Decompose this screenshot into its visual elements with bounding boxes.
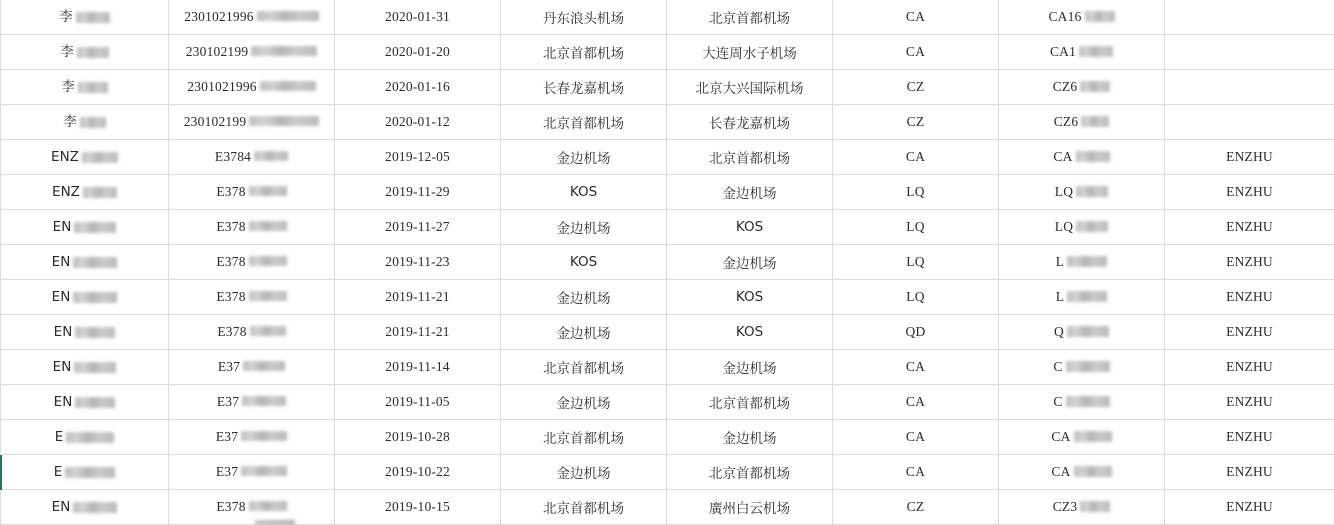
flight-number-text: CZ6 — [1054, 115, 1079, 129]
redaction-block — [260, 81, 316, 91]
cell-record-tag — [1165, 385, 1334, 420]
passenger-name-text: EN — [54, 326, 73, 340]
cell-record-tag — [1165, 245, 1334, 280]
flight-date-text: 2019-10-15 — [385, 499, 450, 515]
cell-departure-airport — [501, 70, 667, 105]
cell-flight-number — [999, 210, 1165, 245]
redaction-block — [1081, 116, 1109, 127]
cell-record-tag — [1165, 420, 1334, 455]
cell-carrier-code — [833, 70, 999, 105]
redaction-block — [257, 11, 319, 21]
cell-arrival-airport — [667, 210, 833, 245]
cell-carrier-code — [833, 175, 999, 210]
redaction-block — [1067, 326, 1109, 337]
cell-carrier-code — [833, 350, 999, 385]
cell-flight-date — [335, 420, 501, 455]
table-row[interactable] — [1, 280, 1334, 315]
table-body — [1, 0, 1334, 525]
redaction-block — [1067, 256, 1107, 267]
cell-flight-date — [335, 455, 501, 490]
arrival-airport-text: 金边机场 — [723, 182, 777, 202]
cell-arrival-airport — [667, 175, 833, 210]
cell-carrier-code — [833, 280, 999, 315]
cell-passenger-name — [1, 70, 169, 105]
redaction-block — [1079, 46, 1113, 57]
departure-airport-text: 北京首都机场 — [543, 427, 624, 447]
cell-flight-date — [335, 385, 501, 420]
redaction-block — [1067, 291, 1107, 302]
cell-id-number — [169, 105, 335, 140]
flight-number-text: L — [1056, 290, 1064, 304]
cell-flight-number — [999, 245, 1165, 280]
flight-date-text: 2019-11-05 — [385, 394, 450, 410]
flight-date-text: 2019-11-23 — [385, 254, 450, 270]
cell-passenger-name — [1, 280, 169, 315]
passenger-name-text: 李 — [59, 11, 73, 25]
carrier-code-text: CA — [906, 44, 925, 60]
redaction-block — [241, 431, 287, 441]
cell-carrier-code — [833, 490, 999, 525]
cell-flight-date — [335, 140, 501, 175]
departure-airport-text: 丹东浪头机场 — [543, 7, 624, 27]
cell-flight-number — [999, 420, 1165, 455]
cell-departure-airport — [501, 490, 667, 525]
cell-flight-date — [335, 175, 501, 210]
cell-flight-date — [335, 210, 501, 245]
cell-departure-airport — [501, 245, 667, 280]
flight-number-text: CZ6 — [1053, 80, 1078, 94]
record-tag-text: ENZHU — [1226, 324, 1273, 340]
redaction-block — [76, 12, 110, 23]
cell-arrival-airport — [667, 140, 833, 175]
cell-record-tag — [1165, 175, 1334, 210]
table-row[interactable] — [1, 0, 1334, 35]
id-number-text: E378 — [216, 500, 245, 514]
redaction-block — [78, 82, 108, 93]
cell-passenger-name — [1, 385, 169, 420]
cell-departure-airport — [501, 420, 667, 455]
carrier-code-text: QD — [906, 324, 926, 340]
redaction-block — [66, 432, 114, 443]
arrival-airport-text: 北京首都机场 — [709, 462, 790, 482]
cell-carrier-code — [833, 140, 999, 175]
cell-id-number — [169, 70, 335, 105]
id-number-text: E37 — [216, 430, 238, 444]
cell-id-number — [169, 490, 335, 525]
passenger-name-text: EN — [53, 221, 72, 235]
passenger-name-text: EN — [52, 501, 71, 515]
flight-number-text: L — [1056, 255, 1064, 269]
cell-record-tag — [1165, 0, 1334, 35]
carrier-code-text: CA — [906, 149, 925, 165]
id-number-text: E37 — [218, 360, 240, 374]
cell-arrival-airport — [667, 490, 833, 525]
cell-flight-number — [999, 35, 1165, 70]
departure-airport-text: 金边机场 — [557, 147, 611, 167]
redaction-block — [1076, 221, 1108, 232]
arrival-airport-text: KOS — [736, 219, 763, 235]
redaction-block — [249, 291, 287, 301]
departure-airport-text: KOS — [570, 254, 597, 270]
flight-date-text: 2020-01-31 — [385, 9, 450, 25]
cell-departure-airport — [501, 140, 667, 175]
redaction-block — [249, 186, 287, 196]
cell-flight-number — [999, 315, 1165, 350]
departure-airport-text: 金边机场 — [557, 217, 611, 237]
cell-id-number — [169, 280, 335, 315]
cell-departure-airport — [501, 350, 667, 385]
record-tag-text: ENZHU — [1226, 464, 1273, 480]
arrival-airport-text: 廣州白云机场 — [709, 497, 790, 517]
passenger-name-text: E — [54, 466, 63, 480]
cell-departure-airport — [501, 0, 667, 35]
record-tag-text: ENZHU — [1226, 289, 1273, 305]
redaction-block — [82, 152, 118, 163]
flight-date-text: 2019-12-05 — [385, 149, 450, 165]
cell-flight-date — [335, 70, 501, 105]
table-row[interactable] — [1, 455, 1334, 490]
redaction-block — [251, 46, 317, 56]
carrier-code-text: CA — [906, 429, 925, 445]
table-row[interactable] — [1, 245, 1334, 280]
flight-number-text: LQ — [1055, 220, 1073, 234]
redaction-block — [77, 47, 109, 58]
cell-record-tag — [1165, 210, 1334, 245]
carrier-code-text: LQ — [906, 219, 924, 235]
cell-record-tag — [1165, 105, 1334, 140]
cell-flight-date — [335, 35, 501, 70]
flight-date-text: 2019-10-28 — [385, 429, 450, 445]
cell-record-tag — [1165, 315, 1334, 350]
redaction-block — [73, 292, 117, 303]
id-number-text: E378 — [216, 220, 245, 234]
cell-flight-number — [999, 105, 1165, 140]
carrier-code-text: CA — [906, 359, 925, 375]
redaction-block — [73, 502, 117, 513]
flight-date-text: 2020-01-20 — [385, 44, 450, 60]
departure-airport-text: 长春龙嘉机场 — [543, 77, 624, 97]
flight-number-text: CA — [1053, 150, 1072, 164]
flight-date-text: 2019-11-27 — [385, 219, 450, 235]
cell-id-number — [169, 140, 335, 175]
table-row[interactable] — [1, 105, 1334, 140]
cell-passenger-name — [1, 140, 169, 175]
cell-flight-date — [335, 245, 501, 280]
row-selection-accent — [0, 455, 2, 490]
table-row[interactable] — [1, 490, 1334, 525]
cell-flight-date — [335, 350, 501, 385]
cell-arrival-airport — [667, 0, 833, 35]
record-tag-text: ENZHU — [1226, 254, 1273, 270]
partial-row-redaction — [255, 520, 295, 525]
departure-airport-text: 北京首都机场 — [543, 42, 624, 62]
redaction-block — [242, 396, 286, 406]
cell-arrival-airport — [667, 350, 833, 385]
cell-passenger-name — [1, 420, 169, 455]
cell-arrival-airport — [667, 420, 833, 455]
cell-passenger-name — [1, 210, 169, 245]
cell-passenger-name — [1, 0, 169, 35]
cell-departure-airport — [501, 455, 667, 490]
cell-flight-date — [335, 280, 501, 315]
redaction-block — [241, 466, 287, 476]
id-number-text: E3784 — [215, 150, 251, 164]
cell-passenger-name — [1, 350, 169, 385]
redaction-block — [1076, 151, 1110, 162]
flight-number-text: CA — [1051, 465, 1070, 479]
cell-carrier-code — [833, 315, 999, 350]
cell-flight-number — [999, 280, 1165, 315]
cell-arrival-airport — [667, 455, 833, 490]
record-tag-text: ENZHU — [1226, 499, 1273, 515]
redaction-block — [249, 116, 319, 126]
id-number-text: E378 — [216, 255, 245, 269]
departure-airport-text: 北京首都机场 — [543, 497, 624, 517]
cell-departure-airport — [501, 35, 667, 70]
cell-record-tag — [1165, 70, 1334, 105]
redaction-block — [254, 151, 288, 161]
arrival-airport-text: 金边机场 — [723, 357, 777, 377]
arrival-airport-text: 大连周水子机场 — [702, 42, 797, 62]
cell-passenger-name — [1, 35, 169, 70]
passenger-name-text: EN — [53, 361, 72, 375]
id-number-text: E378 — [216, 290, 245, 304]
cell-passenger-name — [1, 315, 169, 350]
arrival-airport-text: 长春龙嘉机场 — [709, 112, 790, 132]
cell-carrier-code — [833, 0, 999, 35]
flight-date-text: 2020-01-16 — [385, 79, 450, 95]
flight-date-text: 2019-11-14 — [385, 359, 450, 375]
record-tag-text: ENZHU — [1226, 219, 1273, 235]
cell-arrival-airport — [667, 70, 833, 105]
arrival-airport-text: 北京首都机场 — [709, 7, 790, 27]
arrival-airport-text: 北京首都机场 — [709, 392, 790, 412]
departure-airport-text: 北京首都机场 — [543, 357, 624, 377]
passenger-name-text: EN — [52, 291, 71, 305]
cell-flight-number — [999, 455, 1165, 490]
arrival-airport-text: KOS — [736, 289, 763, 305]
redaction-block — [73, 257, 117, 268]
cell-carrier-code — [833, 105, 999, 140]
id-number-text: 2301021996 — [187, 80, 257, 94]
redaction-block — [1085, 11, 1115, 22]
flight-number-text: CZ3 — [1053, 500, 1078, 514]
passenger-name-text: E — [55, 431, 64, 445]
arrival-airport-text: 北京首都机场 — [709, 147, 790, 167]
cell-departure-airport — [501, 315, 667, 350]
id-number-text: 230102199 — [186, 45, 249, 59]
cell-record-tag — [1165, 280, 1334, 315]
arrival-airport-text: 金边机场 — [723, 427, 777, 447]
departure-airport-text: 金边机场 — [557, 462, 611, 482]
flight-date-text: 2019-11-21 — [385, 289, 450, 305]
record-tag-text: ENZHU — [1226, 359, 1273, 375]
passenger-name-text: 李 — [60, 46, 74, 60]
record-tag-text: ENZHU — [1226, 394, 1273, 410]
flight-number-text: CA — [1051, 430, 1070, 444]
arrival-airport-text: 金边机场 — [723, 252, 777, 272]
redaction-block — [75, 327, 115, 338]
table-row[interactable] — [1, 420, 1334, 455]
table-row[interactable] — [1, 385, 1334, 420]
flight-number-text: CA1 — [1050, 45, 1076, 59]
id-number-text: E37 — [217, 395, 239, 409]
cell-departure-airport — [501, 280, 667, 315]
carrier-code-text: LQ — [906, 254, 924, 270]
cell-arrival-airport — [667, 245, 833, 280]
flight-date-text: 2019-10-22 — [385, 464, 450, 480]
cell-flight-date — [335, 315, 501, 350]
carrier-code-text: CA — [906, 394, 925, 410]
flight-number-text: CA16 — [1048, 10, 1081, 24]
departure-airport-text: 金边机场 — [557, 392, 611, 412]
table-row[interactable] — [1, 70, 1334, 105]
cell-flight-number — [999, 0, 1165, 35]
flight-number-text: LQ — [1055, 185, 1073, 199]
record-tag-text: ENZHU — [1226, 184, 1273, 200]
redaction-block — [65, 467, 115, 478]
passenger-name-text: ENZ — [51, 151, 79, 165]
cell-passenger-name — [1, 455, 169, 490]
redaction-block — [74, 362, 116, 373]
cell-id-number — [169, 385, 335, 420]
cell-record-tag — [1165, 350, 1334, 385]
table-row[interactable] — [1, 210, 1334, 245]
cell-flight-date — [335, 0, 501, 35]
cell-arrival-airport — [667, 315, 833, 350]
cell-id-number — [169, 315, 335, 350]
cell-passenger-name — [1, 175, 169, 210]
carrier-code-text: LQ — [906, 184, 924, 200]
cell-flight-number — [999, 70, 1165, 105]
arrival-airport-text: KOS — [736, 324, 763, 340]
redaction-block — [80, 117, 106, 128]
redaction-block — [249, 501, 287, 511]
table-row[interactable] — [1, 315, 1334, 350]
redaction-block — [1076, 186, 1108, 197]
cell-id-number — [169, 350, 335, 385]
cell-flight-date — [335, 105, 501, 140]
redaction-block — [1080, 501, 1110, 512]
cell-id-number — [169, 35, 335, 70]
redaction-block — [1074, 466, 1112, 477]
redaction-block — [249, 256, 287, 266]
cell-record-tag — [1165, 140, 1334, 175]
cell-flight-number — [999, 140, 1165, 175]
cell-arrival-airport — [667, 35, 833, 70]
table-row[interactable] — [1, 175, 1334, 210]
carrier-code-text: CA — [906, 9, 925, 25]
cell-departure-airport — [501, 175, 667, 210]
cell-flight-number — [999, 350, 1165, 385]
cell-carrier-code — [833, 385, 999, 420]
cell-id-number — [169, 245, 335, 280]
cell-record-tag — [1165, 455, 1334, 490]
cell-departure-airport — [501, 105, 667, 140]
passenger-name-text: 李 — [61, 81, 75, 95]
redaction-block — [83, 187, 117, 198]
id-number-text: 2301021996 — [184, 10, 254, 24]
cell-passenger-name — [1, 245, 169, 280]
table-row[interactable] — [1, 350, 1334, 385]
cell-record-tag — [1165, 490, 1334, 525]
flight-date-text: 2019-11-21 — [385, 324, 450, 340]
cell-id-number — [169, 175, 335, 210]
passenger-name-text: 李 — [63, 116, 77, 130]
departure-airport-text: 金边机场 — [557, 287, 611, 307]
flight-number-text: C — [1053, 395, 1062, 409]
passenger-name-text: ENZ — [52, 186, 80, 200]
flight-date-text: 2020-01-12 — [385, 114, 450, 130]
passenger-name-text: EN — [54, 396, 73, 410]
redaction-block — [243, 361, 285, 371]
redaction-block — [74, 222, 116, 233]
cell-carrier-code — [833, 35, 999, 70]
carrier-code-text: CZ — [907, 114, 925, 130]
cell-id-number — [169, 455, 335, 490]
id-number-text: E378 — [216, 185, 245, 199]
carrier-code-text: CA — [906, 464, 925, 480]
id-number-text: E37 — [216, 465, 238, 479]
carrier-code-text: CZ — [907, 79, 925, 95]
cell-flight-number — [999, 385, 1165, 420]
flight-date-text: 2019-11-29 — [385, 184, 450, 200]
redaction-block — [1066, 361, 1110, 372]
passenger-name-text: EN — [52, 256, 71, 270]
departure-airport-text: 北京首都机场 — [543, 112, 624, 132]
cell-departure-airport — [501, 210, 667, 245]
redaction-block — [1074, 431, 1112, 442]
cell-carrier-code — [833, 455, 999, 490]
arrival-airport-text: 北京大兴国际机场 — [696, 77, 804, 97]
redaction-block — [75, 397, 115, 408]
flight-number-text: Q — [1054, 325, 1064, 339]
cell-arrival-airport — [667, 280, 833, 315]
flight-number-text: C — [1053, 360, 1062, 374]
cell-carrier-code — [833, 210, 999, 245]
cell-carrier-code — [833, 420, 999, 455]
record-tag-text: ENZHU — [1226, 149, 1273, 165]
cell-id-number — [169, 420, 335, 455]
carrier-code-text: CZ — [907, 499, 925, 515]
table-row[interactable] — [1, 140, 1334, 175]
id-number-text: 230102199 — [184, 115, 247, 129]
redaction-block — [250, 326, 286, 336]
cell-record-tag — [1165, 35, 1334, 70]
redaction-block — [249, 221, 287, 231]
cell-flight-date — [335, 490, 501, 525]
cell-passenger-name — [1, 105, 169, 140]
redaction-block — [1066, 396, 1110, 407]
cell-id-number — [169, 0, 335, 35]
departure-airport-text: KOS — [570, 184, 597, 200]
table-row[interactable] — [1, 35, 1334, 70]
cell-departure-airport — [501, 385, 667, 420]
redaction-block — [1080, 81, 1110, 92]
carrier-code-text: LQ — [906, 289, 924, 305]
record-tag-text: ENZHU — [1226, 429, 1273, 445]
id-number-text: E378 — [217, 325, 246, 339]
cell-carrier-code — [833, 245, 999, 280]
cell-arrival-airport — [667, 385, 833, 420]
departure-airport-text: 金边机场 — [557, 322, 611, 342]
cell-flight-number — [999, 490, 1165, 525]
cell-id-number — [169, 210, 335, 245]
cell-passenger-name — [1, 490, 169, 525]
cell-flight-number — [999, 175, 1165, 210]
cell-arrival-airport — [667, 105, 833, 140]
